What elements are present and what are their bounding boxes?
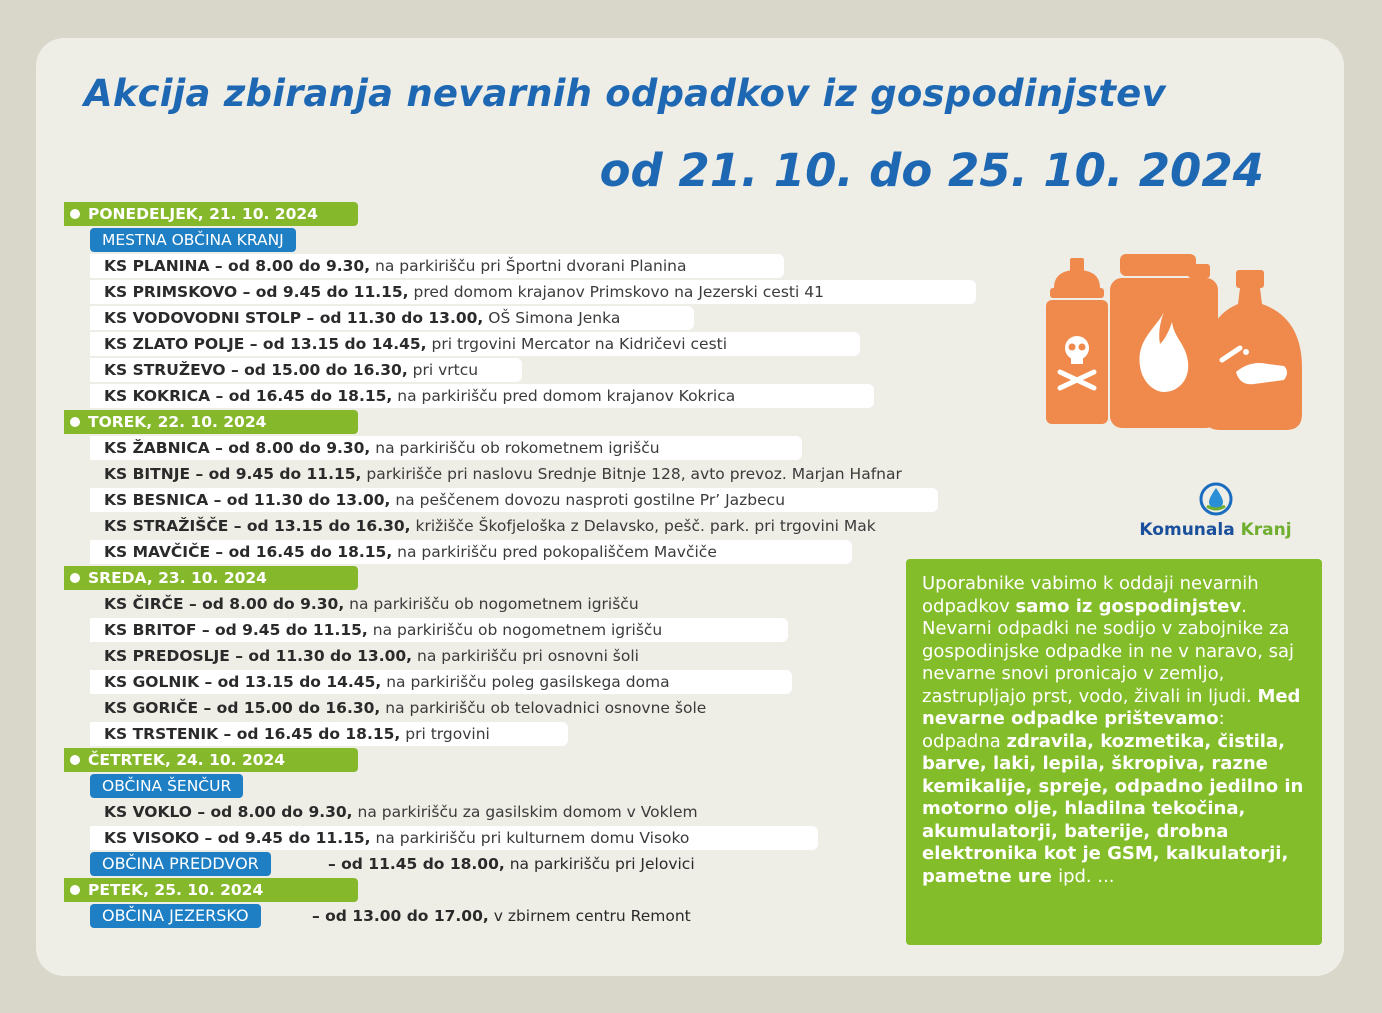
info-box	[906, 559, 1322, 945]
logo-text-komunala: Komunala	[1139, 520, 1235, 540]
corrosive-bottle-icon	[1204, 270, 1302, 430]
entry-location: pred domom krajanov Primskovo na Jezerski cesti 41	[413, 283, 824, 301]
entry-time: KS VODOVODNI STOLP – od 11.30 do 13.00,	[104, 309, 484, 327]
list-item	[90, 384, 874, 408]
entry-location: na parkirišču pri kulturnem domu Visoko	[375, 829, 690, 847]
flammable-canister-icon	[1110, 254, 1218, 428]
list-item	[90, 488, 938, 512]
entry-time: KS BRITOF – od 9.45 do 11.15,	[104, 621, 368, 639]
list-item	[90, 644, 710, 668]
note-intro: Uporabnike vabimo k oddaji nevarnih odpadkov	[922, 573, 1259, 617]
entry-location: na parkirišču ob nogometnem igrišču	[349, 595, 639, 613]
spray-can-icon	[1046, 258, 1108, 424]
poster-title: Akcija zbiranja nevarnih odpadkov iz gospodinjstev	[84, 72, 1166, 115]
municipality-kranj: MESTNA OBČINA KRANJ	[90, 228, 296, 252]
entry-location: na parkirišču za gasilskim domom v Voklem	[357, 803, 698, 821]
municipality-jezersko: OBČINA JEZERSKO	[90, 904, 261, 928]
entry-time: KS TRSTENIK – od 16.45 do 18.15,	[104, 725, 401, 743]
list-item	[90, 618, 788, 642]
municipality-sencur: OBČINA ŠENČUR	[90, 774, 243, 798]
entry-location: na parkirišču pri Jelovici	[509, 855, 695, 873]
list-item	[90, 670, 792, 694]
entry-location: na parkirišču ob telovadnici osnovne šole	[385, 699, 707, 717]
list-item	[90, 800, 810, 824]
entry-location: na parkirišču pri Športni dvorani Planina	[375, 257, 687, 275]
day-header-monday: PONEDELJEK, 21. 10. 2024	[64, 202, 358, 226]
note-body-end: ipd. ...	[1058, 865, 1115, 887]
entry-time: KS GOLNIK – od 13.15 do 14.45,	[104, 673, 382, 691]
list-item	[90, 514, 990, 538]
company-logo	[1128, 482, 1303, 548]
entry-time: KS ZLATO POLJE – od 13.15 do 14.45,	[104, 335, 427, 353]
entry-location: v zbirnem centru Remont	[493, 907, 691, 925]
entry-time: KS PREDOSLJE – od 11.30 do 13.00,	[104, 647, 413, 665]
entry-time: KS STRUŽEVO – od 15.00 do 16.30,	[104, 361, 408, 379]
entry-location: na peščenem dovozu nasproti gostilne Pr’ Jazbecu	[395, 491, 786, 509]
entry-location: na parkirišču ob nogometnem igrišču	[372, 621, 663, 639]
list-item	[90, 540, 852, 564]
note-intro-bold: samo iz gospodinjstev	[1015, 595, 1242, 617]
entry-time: KS KOKRICA – od 16.45 do 18.15,	[104, 387, 393, 405]
note-body-list: zdravila, kozmetika, čistila, barve, laki, lepila, škropiva, razne kemikalije, spreje, odpadno jedilno in motorno olje, hladilna tekočina, akumulatorji, baterije, drobna elektronika kot je GSM, kalkulatorji, pametne ure	[922, 730, 1304, 887]
entry-time: – od 13.00 do 17.00,	[312, 907, 489, 925]
entry-time: KS MAVČIČE – od 16.45 do 18.15,	[104, 543, 393, 561]
entry-location: pri vrtcu	[412, 361, 479, 379]
entry-time: KS BESNICA – od 11.30 do 13.00,	[104, 491, 391, 509]
municipality-preddvor: OBČINA PREDDVOR	[90, 852, 271, 876]
entry-time: KS VISOKO – od 9.45 do 11.15,	[104, 829, 371, 847]
logo-text-kranj: Kranj	[1240, 520, 1292, 540]
entry-time: KS PRIMSKOVO – od 9.45 do 11.15,	[104, 283, 409, 301]
list-item	[90, 280, 976, 304]
hazardous-containers-illustration	[1040, 248, 1310, 434]
droplet-logo-icon	[1199, 482, 1233, 516]
entry-time: KS VOKLO – od 8.00 do 9.30,	[104, 803, 353, 821]
entry-location: pri trgovini Mercator na Kidričevi cesti	[431, 335, 728, 353]
day-header-tuesday: TOREK, 22. 10. 2024	[64, 410, 358, 434]
entry-location: pri trgovini	[405, 725, 490, 743]
list-item	[90, 436, 802, 460]
note-body: Nevarni odpadki ne sodijo v zabojnike za gospodinjske odpadke in ne v naravo, saj nevarne snovi pronicajo v zemljo, zastrupljajo prst, vodo, živali in ljudi.	[922, 618, 1295, 707]
note-body-colon: : odpadna	[922, 708, 1225, 752]
list-item	[90, 826, 818, 850]
list-item	[90, 722, 568, 746]
entry-time: KS ČIRČE – od 8.00 do 9.30,	[104, 595, 345, 613]
day-header-thursday: ČETRTEK, 24. 10. 2024	[64, 748, 358, 772]
entry-location: parkirišče pri naslovu Srednje Bitnje 128, avto prevoz. Marjan Hafnar	[366, 465, 902, 483]
entry-location: na parkirišču poleg gasilskega doma	[386, 673, 670, 691]
entry-time: – od 11.45 do 18.00,	[328, 855, 505, 873]
list-item	[90, 462, 1020, 486]
entry-time: KS BITNJE – od 9.45 do 11.15,	[104, 465, 362, 483]
date-range: od 21. 10. do 25. 10. 2024	[599, 144, 1264, 197]
day-header-friday: PETEK, 25. 10. 2024	[64, 878, 358, 902]
entry-time: KS STRAŽIŠČE – od 13.15 do 16.30,	[104, 517, 411, 535]
list-item	[90, 592, 740, 616]
list-item	[90, 696, 800, 720]
list-item	[90, 332, 860, 356]
entry-location: OŠ Simona Jenka	[488, 309, 621, 327]
day-header-wednesday: SREDA, 23. 10. 2024	[64, 566, 358, 590]
note-body-bold: Med nevarne odpadke prištevamo	[922, 685, 1301, 729]
list-item	[90, 358, 522, 382]
entry-location: na parkirišču pred domom krajanov Kokrica	[397, 387, 736, 405]
entry-time: KS GORIČE – od 15.00 do 16.30,	[104, 699, 381, 717]
entry-location: na parkirišču pri osnovni šoli	[417, 647, 639, 665]
list-item	[90, 904, 750, 928]
list-item	[90, 306, 694, 330]
entry-location: na parkirišču ob rokometnem igrišču	[375, 439, 660, 457]
entry-time: KS PLANINA – od 8.00 do 9.30,	[104, 257, 371, 275]
entry-location: križišče Škofjeloška z Delavsko, pešč. park. pri trgovini Mak	[415, 517, 876, 535]
note-intro-end: .	[1241, 595, 1247, 617]
list-item	[90, 852, 750, 876]
list-item	[90, 254, 784, 278]
entry-location: na parkirišču pred pokopališčem Mavčiče	[397, 543, 717, 561]
entry-time: KS ŽABNICA – od 8.00 do 9.30,	[104, 439, 371, 457]
